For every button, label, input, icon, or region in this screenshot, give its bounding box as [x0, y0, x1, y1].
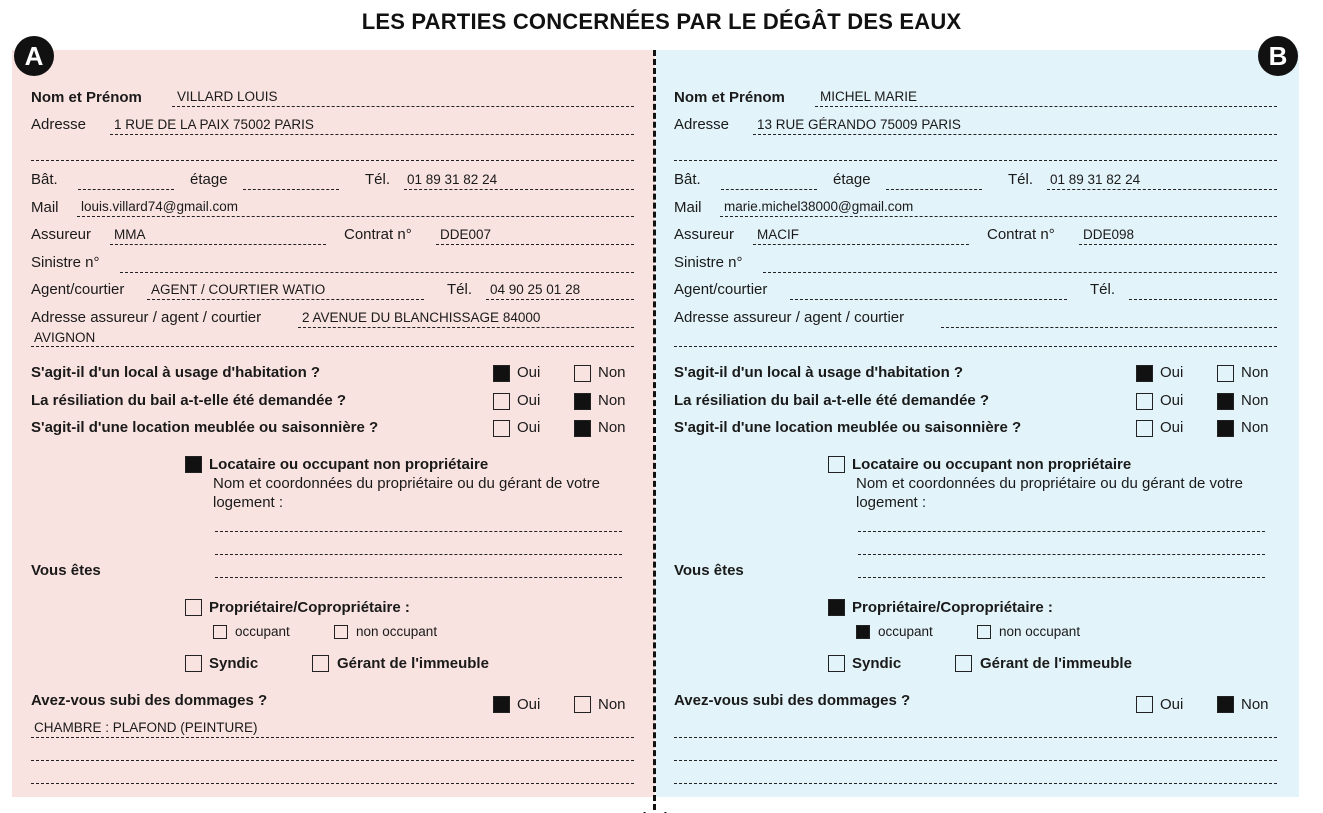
party-a-meublee-oui-checkbox[interactable] [493, 420, 510, 437]
party-b-locataire-description: Nom et coordonnées du propriétaire ou du gérant de votre logement : [856, 475, 1243, 511]
party-b-proprietaire-checkbox[interactable] [828, 599, 845, 616]
party-a-habitation-question: S'agit-il d'un local à usage d'habitation ? [31, 364, 321, 381]
party-a-assureur-value[interactable]: MMA [114, 227, 146, 242]
party-b-adresse-line2 [674, 160, 1277, 161]
party-a-meublee-oui-label: Oui [517, 419, 541, 436]
party-b-contrat-label: Contrat n° [987, 226, 1055, 243]
party-b-dommages-oui-checkbox[interactable] [1136, 696, 1153, 713]
party-a-dommages-oui-checkbox[interactable] [493, 696, 510, 713]
party-a-agent-tel-value[interactable]: 04 90 25 01 28 [490, 282, 581, 297]
party-a-dommages-description[interactable]: CHAMBRE : PLAFOND (PEINTURE) [34, 720, 258, 735]
party-a-occupant-checkbox[interactable] [213, 625, 227, 639]
party-b-etage-label: étage [833, 171, 871, 188]
party-b-non-occupant-checkbox[interactable] [977, 625, 991, 639]
party-a-owner-line-3 [215, 577, 622, 578]
party-b-meublee-question: S'agit-il d'une location meublée ou saisonnière ? [674, 419, 1022, 436]
party-a-meublee-non-checkbox[interactable] [574, 420, 591, 437]
party-a-dommages-line-3 [31, 783, 634, 784]
party-a-resiliation-oui-label: Oui [517, 392, 541, 409]
party-a-owner-line-1 [215, 531, 622, 532]
party-a-agent-tel-label: Tél. [447, 281, 473, 298]
party-b-dommages-question: Avez-vous subi des dommages ? [674, 692, 911, 709]
party-a-adresse-assureur-line2 [31, 346, 634, 347]
party-a-tel-value-line [404, 189, 634, 190]
party-a-contrat-value[interactable]: DDE007 [440, 227, 492, 242]
party-b-agent-tel-label: Tél. [1090, 281, 1116, 298]
party-a-assureur-value-line [110, 244, 326, 245]
party-b-mail-label: Mail [674, 199, 702, 216]
party-b-occupant-label: occupant [878, 624, 933, 639]
party-b-resiliation-oui-label: Oui [1160, 392, 1184, 409]
party-b-nom-value[interactable]: MICHEL MARIE [820, 89, 918, 104]
party-b-agent-tel-value-line [1129, 299, 1277, 300]
party-a-meublee-non-label: Non [598, 419, 626, 436]
party-b-occupant-checkbox[interactable] [856, 625, 870, 639]
party-a-locataire-checkbox[interactable] [185, 456, 202, 473]
party-b-adresse-assureur-label: Adresse assureur / agent / courtier [674, 309, 905, 326]
party-a-nom-value-line [172, 106, 634, 107]
party-a-mail-value-line [77, 216, 634, 217]
party-a-non-occupant-label: non occupant [356, 624, 438, 639]
party-b-assureur-value[interactable]: MACIF [757, 227, 799, 242]
party-a-bat-label: Bât. [31, 171, 58, 188]
party-a-adresse-assureur-value[interactable]: 2 AVENUE DU BLANCHISSAGE 84000 [302, 310, 541, 325]
party-b-adresse-assureur-line2 [674, 346, 1277, 347]
party-a-agent-tel-value-line [486, 299, 634, 300]
party-b-meublee-non-label: Non [1241, 419, 1269, 436]
party-a-proprietaire-label: Propriétaire/Copropriétaire : [209, 599, 410, 616]
party-a-dommages-non-label: Non [598, 696, 626, 713]
party-b-badge: B [1258, 36, 1298, 76]
party-a-habitation-oui-label: Oui [517, 364, 541, 381]
party-a-adresse-line2 [31, 160, 634, 161]
party-a-resiliation-non-checkbox[interactable] [574, 393, 591, 410]
party-a-proprietaire-checkbox[interactable] [185, 599, 202, 616]
party-a-contrat-label: Contrat n° [344, 226, 412, 243]
party-a-adresse-value[interactable]: 1 RUE DE LA PAIX 75002 PARIS [114, 117, 314, 132]
party-b-gerant-checkbox[interactable] [955, 655, 972, 672]
party-b-habitation-oui-label: Oui [1160, 364, 1184, 381]
party-a-agent-value[interactable]: AGENT / COURTIER WATIO [151, 282, 326, 297]
party-a-habitation-oui-checkbox[interactable] [493, 365, 510, 382]
party-b-adresse-label: Adresse [674, 116, 730, 133]
party-a-adresse-assureur-value-line [298, 327, 634, 328]
party-a-agent-label: Agent/courtier [31, 281, 125, 298]
party-a-syndic-checkbox[interactable] [185, 655, 202, 672]
party-a-dommages-question: Avez-vous subi des dommages ? [31, 692, 268, 709]
party-b-dommages-line-2 [674, 760, 1277, 761]
party-a-mail-label: Mail [31, 199, 59, 216]
party-a-dommages-non-checkbox[interactable] [574, 696, 591, 713]
party-b-resiliation-non-checkbox[interactable] [1217, 393, 1234, 410]
party-a-dommages-line-2 [31, 760, 634, 761]
party-a-resiliation-oui-checkbox[interactable] [493, 393, 510, 410]
party-b-mail-value-line [720, 216, 1277, 217]
party-a-locataire-label: Locataire ou occupant non propriétaire [209, 456, 489, 473]
party-a-mail-value[interactable]: louis.villard74@gmail.com [81, 199, 239, 214]
party-b-assureur-value-line [753, 244, 969, 245]
party-b-vous-etes-label: Vous êtes [674, 562, 744, 579]
party-a-nom-value[interactable]: VILLARD LOUIS [177, 89, 278, 104]
party-b-bat-value-line [721, 189, 817, 190]
party-b-habitation-non-checkbox[interactable] [1217, 365, 1234, 382]
party-a-adresse-assureur-label: Adresse assureur / agent / courtier [31, 309, 262, 326]
party-a-locataire-description: Nom et coordonnées du propriétaire ou du gérant de votre logement : [213, 475, 600, 511]
party-b-locataire-checkbox[interactable] [828, 456, 845, 473]
party-b-resiliation-question: La résiliation du bail a-t-elle été demandée ? [674, 392, 990, 409]
party-b-etage-value-line [886, 189, 982, 190]
party-a-tel-value[interactable]: 01 89 31 82 24 [407, 172, 498, 187]
party-b-syndic-label: Syndic [852, 655, 902, 672]
party-b-nom-label: Nom et Prénom [674, 89, 785, 106]
party-a-habitation-non-label: Non [598, 364, 626, 381]
party-b-mail-value[interactable]: marie.michel38000@gmail.com [724, 199, 914, 214]
party-a-nom-label: Nom et Prénom [31, 89, 142, 106]
party-a-adresse-assureur-value-2[interactable]: AVIGNON [34, 330, 96, 345]
party-b-tel-value-line [1047, 189, 1277, 190]
party-b-bat-label: Bât. [674, 171, 701, 188]
party-b-tel-label: Tél. [1008, 171, 1034, 188]
party-a-owner-line-2 [215, 554, 622, 555]
party-b-contrat-value-line [1079, 244, 1277, 245]
party-b-adresse-assureur-value-line [941, 327, 1277, 328]
party-b-meublee-non-checkbox[interactable] [1217, 420, 1234, 437]
party-a-habitation-non-checkbox[interactable] [574, 365, 591, 382]
party-a-dommages-description-line [31, 737, 634, 738]
party-b-owner-line-1 [858, 531, 1265, 532]
page-continuation-mark [637, 806, 677, 813]
party-b-meublee-oui-checkbox[interactable] [1136, 420, 1153, 437]
party-b-adresse-value-line [753, 134, 1277, 135]
party-a-gerant-checkbox[interactable] [312, 655, 329, 672]
party-b-agent-value-line [790, 299, 1067, 300]
party-b-nom-value-line [815, 106, 1277, 107]
party-b-dommages-non-checkbox[interactable] [1217, 696, 1234, 713]
party-b-locataire-label: Locataire ou occupant non propriétaire [852, 456, 1132, 473]
party-a-sinistre-label: Sinistre n° [31, 254, 100, 271]
party-a-gerant-label: Gérant de l'immeuble [337, 655, 489, 672]
party-a-dommages-oui-label: Oui [517, 696, 541, 713]
party-a-vous-etes-label: Vous êtes [31, 562, 101, 579]
party-a-tel-label: Tél. [365, 171, 391, 188]
party-a-meublee-question: S'agit-il d'une location meublée ou saisonnière ? [31, 419, 379, 436]
party-b-dommages-description-line [674, 737, 1277, 738]
party-b-sinistre-value-line [763, 272, 1277, 273]
party-a-etage-label: étage [190, 171, 228, 188]
page-title: LES PARTIES CONCERNÉES PAR LE DÉGÂT DES EAUX [361, 9, 962, 34]
party-a-adresse-value-line [110, 134, 634, 135]
party-b-habitation-question: S'agit-il d'un local à usage d'habitation ? [674, 364, 964, 381]
panel-divider [653, 50, 656, 810]
party-b-proprietaire-label: Propriétaire/Copropriétaire : [852, 599, 1053, 616]
party-a-adresse-label: Adresse [31, 116, 87, 133]
party-a-sinistre-value-line [120, 272, 634, 273]
party-a-bat-value-line [78, 189, 174, 190]
party-b-dommages-oui-label: Oui [1160, 696, 1184, 713]
party-a-resiliation-question: La résiliation du bail a-t-elle été demandée ? [31, 392, 347, 409]
party-b-tel-value[interactable]: 01 89 31 82 24 [1050, 172, 1141, 187]
party-a-syndic-label: Syndic [209, 655, 259, 672]
party-b-habitation-oui-checkbox[interactable] [1136, 365, 1153, 382]
party-a-agent-value-line [147, 299, 424, 300]
party-a-contrat-value-line [436, 244, 634, 245]
party-b-dommages-non-label: Non [1241, 696, 1269, 713]
party-b-adresse-value[interactable]: 13 RUE GÉRANDO 75009 PARIS [757, 117, 961, 132]
party-a-assureur-label: Assureur [31, 226, 92, 243]
party-b-habitation-non-label: Non [1241, 364, 1269, 381]
party-b-assureur-label: Assureur [674, 226, 735, 243]
party-a-badge: A [14, 36, 54, 76]
party-b-resiliation-non-label: Non [1241, 392, 1269, 409]
party-b-dommages-line-3 [674, 783, 1277, 784]
party-b-sinistre-label: Sinistre n° [674, 254, 743, 271]
party-b-contrat-value[interactable]: DDE098 [1083, 227, 1135, 242]
party-b-syndic-checkbox[interactable] [828, 655, 845, 672]
party-a-resiliation-non-label: Non [598, 392, 626, 409]
party-b-gerant-label: Gérant de l'immeuble [980, 655, 1132, 672]
party-a-etage-value-line [243, 189, 339, 190]
party-a-non-occupant-checkbox[interactable] [334, 625, 348, 639]
party-b-owner-line-2 [858, 554, 1265, 555]
party-a-occupant-label: occupant [235, 624, 290, 639]
party-b-meublee-oui-label: Oui [1160, 419, 1184, 436]
party-b-resiliation-oui-checkbox[interactable] [1136, 393, 1153, 410]
party-b-non-occupant-label: non occupant [999, 624, 1081, 639]
party-b-owner-line-3 [858, 577, 1265, 578]
party-b-agent-label: Agent/courtier [674, 281, 768, 298]
